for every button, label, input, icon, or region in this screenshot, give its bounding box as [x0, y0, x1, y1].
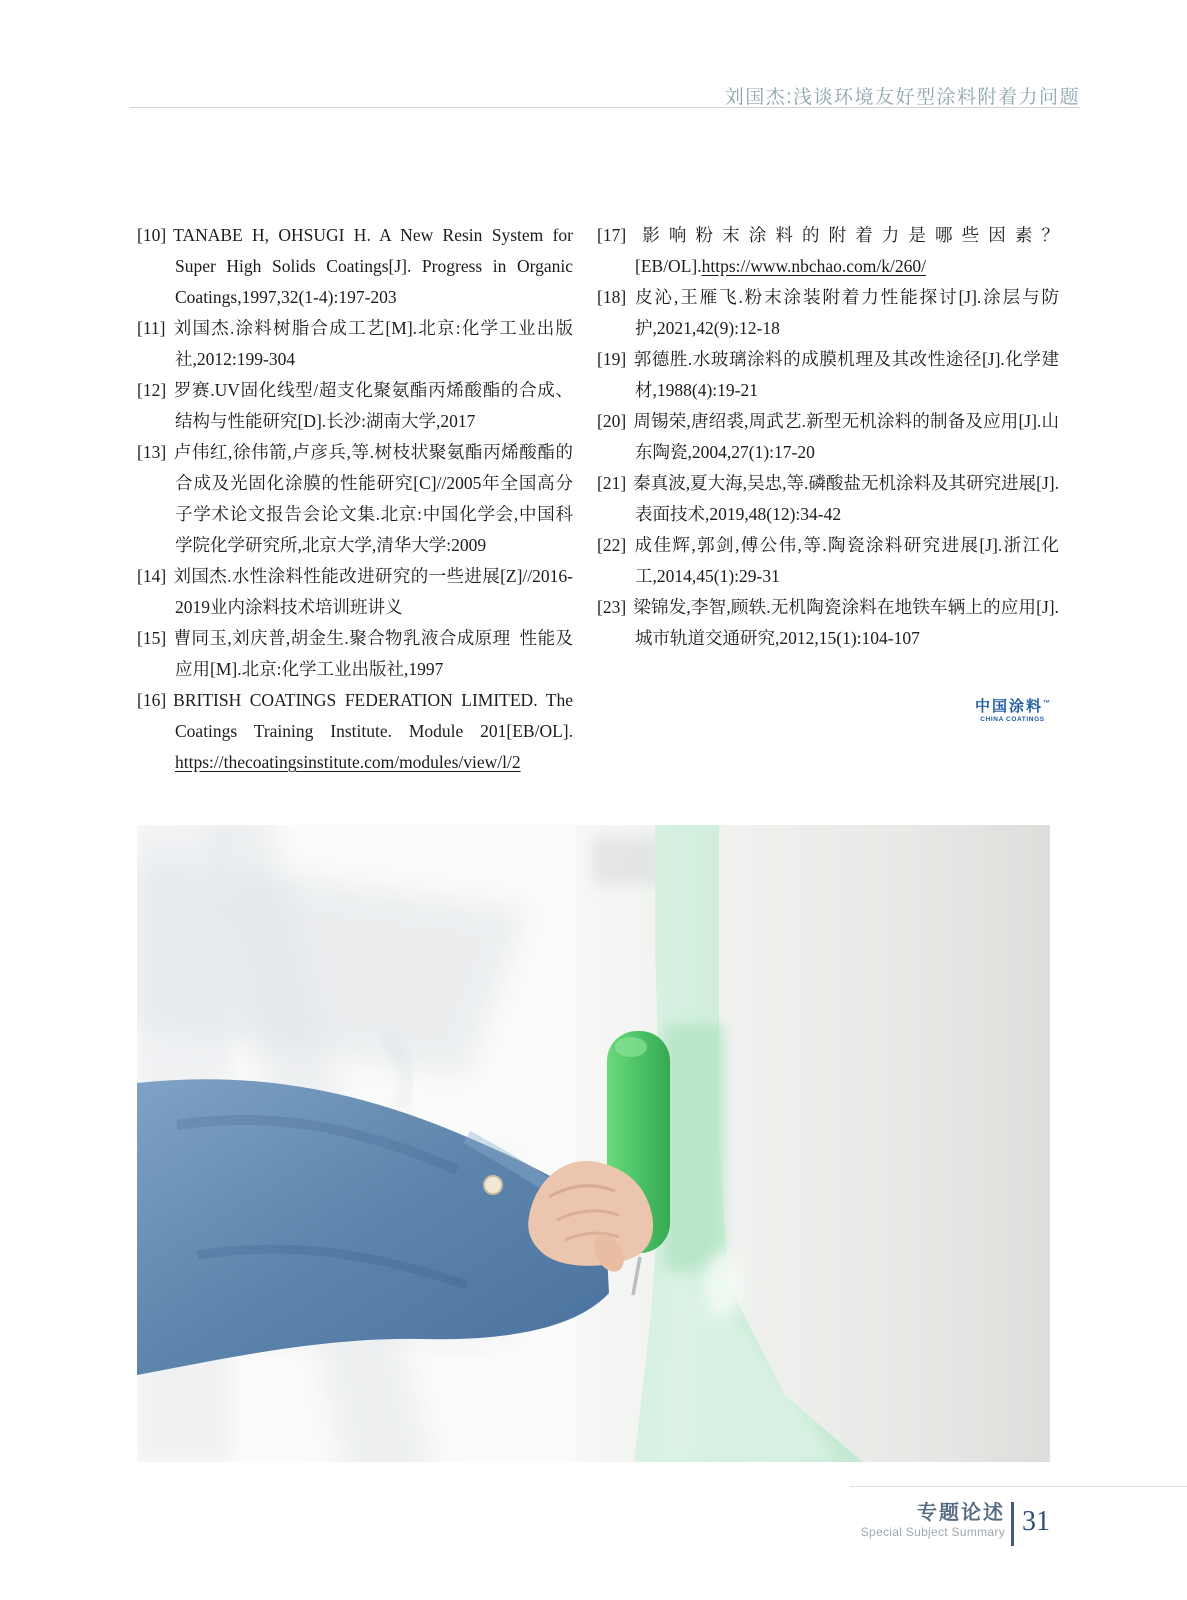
- reference-item: [597, 530, 1059, 592]
- reference-number: [17]: [597, 225, 627, 245]
- trademark-mark: ™: [1043, 700, 1050, 707]
- header-divider: [130, 107, 1080, 108]
- reference-item: [137, 220, 573, 313]
- footer-section-title-cn: 专题论述: [917, 1502, 1005, 1524]
- cuff-button: [484, 1176, 502, 1194]
- reference-number: [22]: [597, 535, 627, 555]
- reference-item: [597, 220, 1059, 282]
- reference-item: [597, 344, 1059, 406]
- reference-text: 罗赛.UV固化线型/超支化聚氨酯丙烯酸酯的合成、结构与性能研究[D].长沙:湖南大学,2017: [173, 380, 573, 431]
- china-coatings-logo: [975, 696, 1050, 724]
- footer: [861, 1502, 1050, 1552]
- reference-number: [12]: [137, 380, 167, 400]
- reference-number: [13]: [137, 442, 167, 462]
- roller-highlight: [615, 1037, 647, 1057]
- reference-number: [16]: [137, 690, 167, 710]
- reference-text: 曹同玉,刘庆普,胡金生.聚合物乳液合成原理 性能及应用[M].北京:化学工业出版社,1997: [173, 628, 573, 679]
- reference-text: 皮沁,王雁飞.粉末涂装附着力性能探讨[J].涂层与防护,2021,42(9):12-18: [633, 287, 1059, 338]
- reference-item: [597, 282, 1059, 344]
- reference-item: [137, 685, 573, 778]
- reference-text: 刘国杰.水性涂料性能改进研究的一些进展[Z]//2016-2019业内涂料技术培训班讲义: [173, 566, 573, 617]
- ceiling-shadow: [592, 837, 662, 885]
- reference-text: 郭德胜.水玻璃涂料的成膜机理及其改性途径[J].化学建材,1988(4):19-21: [633, 349, 1059, 400]
- reference-item: [137, 437, 573, 561]
- reference-item: [137, 375, 573, 437]
- reference-item: [597, 592, 1059, 654]
- reference-text: 影响粉末涂料的附着力是哪些因素？[EB/OL].: [633, 225, 1059, 276]
- reference-item: [137, 623, 573, 685]
- reference-url-link[interactable]: https://www.nbchao.com/k/260/: [701, 256, 926, 276]
- logo-cn-text: 中国涂料™: [974, 698, 1050, 715]
- footer-accent-bar: [1011, 1502, 1014, 1546]
- reference-number: [15]: [137, 628, 167, 648]
- references-column-left: [137, 220, 573, 778]
- reference-number: [20]: [597, 411, 627, 431]
- page-number: 31: [1022, 1506, 1050, 1537]
- footer-section-title-en: Special Subject Summary: [860, 1525, 1005, 1539]
- running-title: 刘国杰:浅谈环境友好型涂料附着力问题: [724, 87, 1080, 108]
- reference-text: 梁锦发,李智,顾轶.无机陶瓷涂料在地铁车辆上的应用[J].城市轨道交通研究,2012,15(1):104-107: [633, 597, 1059, 648]
- reference-number: [18]: [597, 287, 627, 307]
- reference-number: [14]: [137, 566, 167, 586]
- reference-number: [23]: [597, 597, 627, 617]
- wet-paint: [665, 1025, 723, 1270]
- reference-number: [11]: [137, 318, 166, 338]
- reference-text: 周锡荣,唐绍裘,周武艺.新型无机涂料的制备及应用[J].山东陶瓷,2004,27(1):17-20: [633, 411, 1059, 462]
- reference-item: [137, 313, 573, 375]
- painting-photo-illustration: [137, 825, 1050, 1462]
- reference-number: [19]: [597, 349, 627, 369]
- logo-en-text: CHINA COATINGS: [980, 716, 1045, 723]
- painting-photo: [137, 825, 1050, 1462]
- footer-divider: [850, 1486, 1187, 1487]
- paint-splotch: [703, 1251, 743, 1319]
- reference-text: 卢伟红,徐伟箭,卢彦兵,等.树枝状聚氨酯丙烯酸酯的合成及光固化涂膜的性能研究[C]//2005年全国高分子学术论文报告会论文集.北京:中国化学会,中国科学院化学研究所,北京大学,清华大学:2009: [173, 442, 573, 555]
- reference-number: [21]: [597, 473, 627, 493]
- references-column-right: [597, 220, 1059, 654]
- reference-number: [10]: [137, 225, 167, 245]
- reference-text: 秦真波,夏大海,吴忠,等.磷酸盐无机涂料及其研究进展[J].表面技术,2019,48(12):34-42: [633, 473, 1059, 524]
- reference-item: [597, 468, 1059, 530]
- reference-item: [137, 561, 573, 623]
- reference-item: [597, 406, 1059, 468]
- reference-text: BRITISH COATINGS FEDERATION LIMITED. The Coatings Training Institute. Module 201[EB/OL].: [173, 690, 573, 741]
- reference-text: TANABE H, OHSUGI H. A New Resin System for Super High Solids Coatings[J]. Progress in Organic Coatings,1997,32(1-4):197-203: [173, 225, 573, 307]
- reference-url-link[interactable]: https://thecoatingsinstitute.com/modules/view/l/2: [175, 752, 521, 772]
- reference-text: 刘国杰.涂料树脂合成工艺[M].北京:化学工业出版社,2012:199-304: [172, 318, 573, 369]
- reference-text: 成佳辉,郭剑,傅公伟,等.陶瓷涂料研究进展[J].浙江化工,2014,45(1):29-31: [633, 535, 1059, 586]
